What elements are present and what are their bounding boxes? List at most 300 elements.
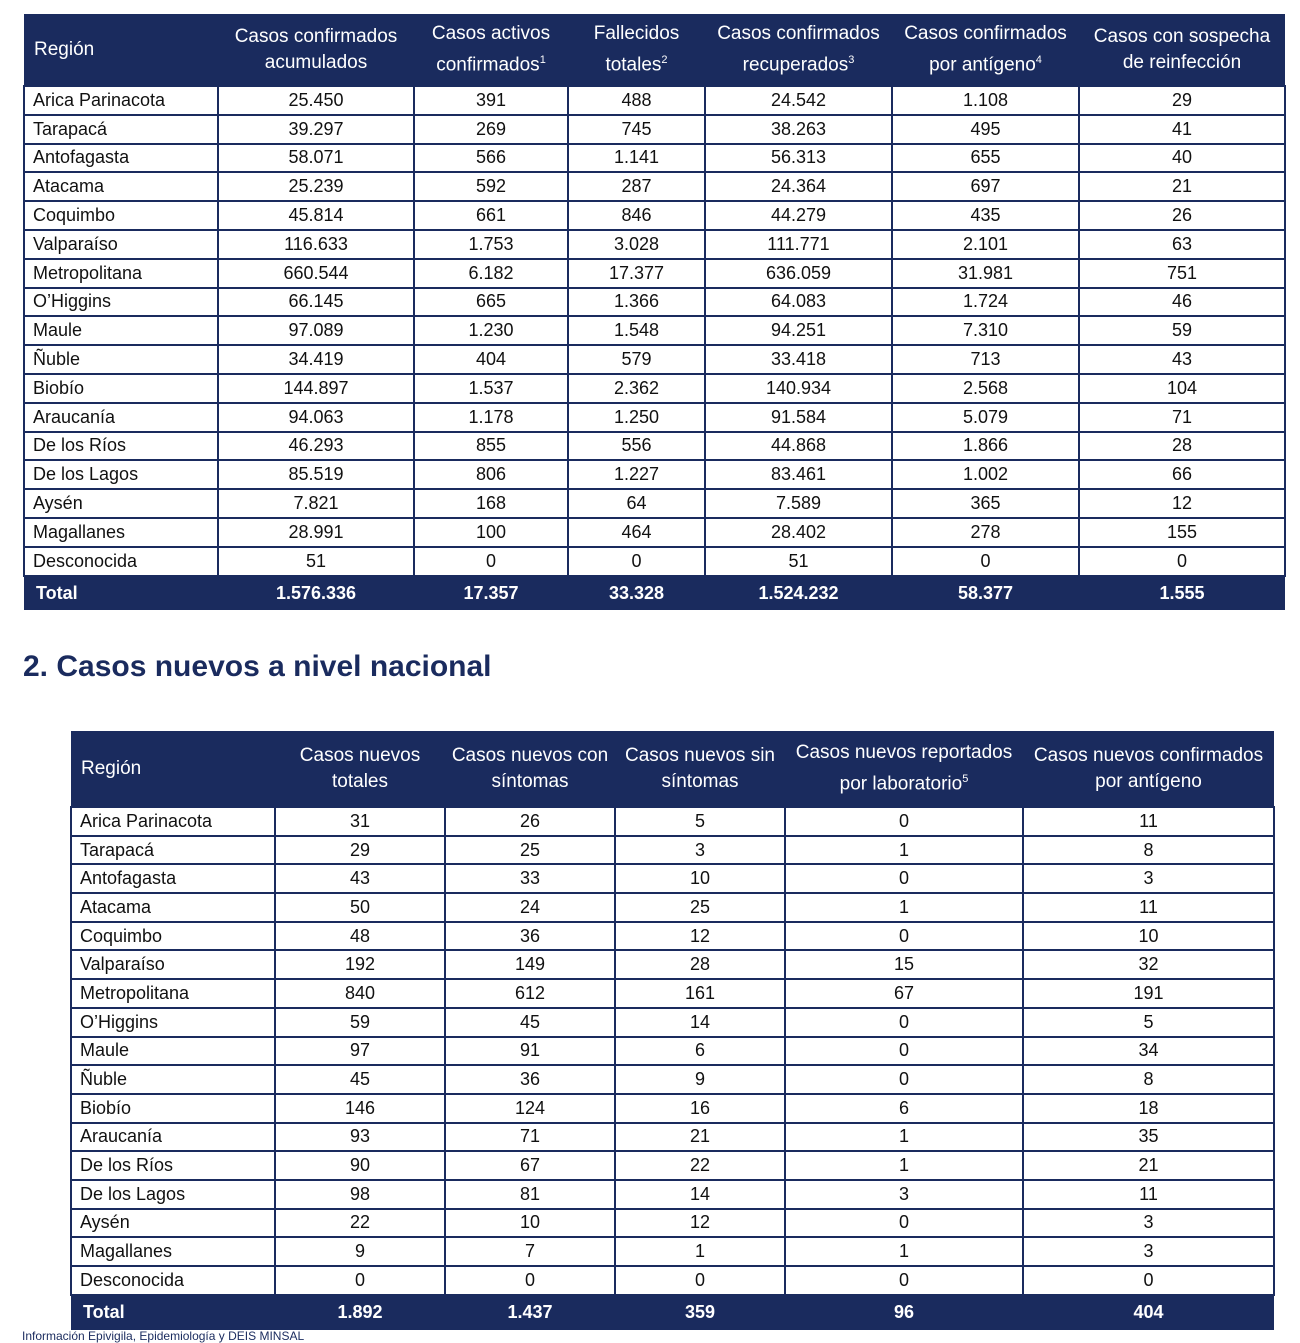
value-cell: 31	[275, 807, 445, 836]
value-cell: 24.542	[705, 86, 892, 115]
table-row	[24, 115, 1285, 144]
value-cell: 5	[615, 807, 785, 836]
column-header-label: Casos nuevos sin síntomas	[625, 744, 775, 792]
total-row	[24, 576, 1285, 610]
table-row	[24, 518, 1285, 547]
table-row	[71, 1008, 1274, 1037]
value-cell: 28	[1079, 432, 1285, 461]
total-value: 1.524.232	[705, 576, 892, 610]
value-cell: 11	[1023, 807, 1274, 836]
value-cell: 161	[615, 979, 785, 1008]
value-cell: 488	[568, 86, 705, 115]
value-cell: 22	[275, 1209, 445, 1238]
total-value: 33.328	[568, 576, 705, 610]
value-cell: 56.313	[705, 144, 892, 173]
table-row	[24, 345, 1285, 374]
value-cell: 592	[414, 172, 568, 201]
total-value: 1.576.336	[218, 576, 414, 610]
value-cell: 191	[1023, 979, 1274, 1008]
value-cell: 31.981	[892, 259, 1079, 288]
value-cell: 71	[1079, 403, 1285, 432]
region-cell: Araucanía	[71, 1123, 275, 1152]
value-cell: 1.002	[892, 460, 1079, 489]
region-cell: Aysén	[71, 1209, 275, 1238]
value-cell: 1.227	[568, 460, 705, 489]
value-cell: 0	[785, 1266, 1023, 1295]
value-cell: 3	[785, 1180, 1023, 1209]
table-row	[71, 864, 1274, 893]
table-row	[71, 1123, 1274, 1152]
region-cell: Biobío	[71, 1094, 275, 1123]
value-cell: 104	[1079, 374, 1285, 403]
value-cell: 0	[785, 1008, 1023, 1037]
region-cell: Atacama	[71, 893, 275, 922]
value-cell: 25.239	[218, 172, 414, 201]
value-cell: 1.141	[568, 144, 705, 173]
value-cell: 10	[1023, 922, 1274, 951]
value-cell: 9	[615, 1065, 785, 1094]
table-row	[24, 86, 1285, 115]
total-label: Total	[71, 1295, 275, 1330]
value-cell: 44.279	[705, 201, 892, 230]
column-header-label: Casos confirmados acumulados	[234, 25, 398, 73]
value-cell: 1.548	[568, 316, 705, 345]
region-cell: Metropolitana	[24, 259, 218, 288]
region-cell: Antofagasta	[71, 864, 275, 893]
value-cell: 38.263	[705, 115, 892, 144]
value-cell: 751	[1079, 259, 1285, 288]
total-value: 359	[615, 1295, 785, 1330]
table-row	[24, 403, 1285, 432]
value-cell: 41	[1079, 115, 1285, 144]
value-cell: 404	[414, 345, 568, 374]
value-cell: 0	[785, 1209, 1023, 1238]
value-cell: 1	[785, 836, 1023, 865]
region-cell: Ñuble	[24, 345, 218, 374]
value-cell: 14	[615, 1180, 785, 1209]
value-cell: 840	[275, 979, 445, 1008]
value-cell: 29	[275, 836, 445, 865]
table-row	[71, 1151, 1274, 1180]
value-cell: 3	[1023, 864, 1274, 893]
value-cell: 43	[1079, 345, 1285, 374]
value-cell: 67	[445, 1151, 615, 1180]
value-cell: 636.059	[705, 259, 892, 288]
table-row	[24, 547, 1285, 576]
value-cell: 100	[414, 518, 568, 547]
value-cell: 12	[615, 922, 785, 951]
region-cell: De los Ríos	[24, 432, 218, 461]
total-value: 404	[1023, 1295, 1274, 1330]
value-cell: 64.083	[705, 288, 892, 317]
value-cell: 495	[892, 115, 1079, 144]
region-cell: Tarapacá	[24, 115, 218, 144]
table-row	[71, 1180, 1274, 1209]
table-row	[71, 1209, 1274, 1238]
table-body	[71, 807, 1274, 1295]
value-cell: 1.724	[892, 288, 1079, 317]
value-cell: 0	[1079, 547, 1285, 576]
column-header-label: Casos nuevos reportados por laboratorio	[795, 741, 1013, 795]
value-cell: 51	[218, 547, 414, 576]
column-header	[445, 731, 615, 807]
value-cell: 0	[1023, 1266, 1274, 1295]
table-row	[24, 432, 1285, 461]
value-cell: 12	[1079, 489, 1285, 518]
value-cell: 43	[275, 864, 445, 893]
value-cell: 36	[445, 1065, 615, 1094]
region-cell: Magallanes	[24, 518, 218, 547]
value-cell: 97.089	[218, 316, 414, 345]
column-header	[414, 14, 568, 86]
value-cell: 855	[414, 432, 568, 461]
value-cell: 51	[705, 547, 892, 576]
value-cell: 40	[1079, 144, 1285, 173]
region-cell: Aysén	[24, 489, 218, 518]
total-value: 17.357	[414, 576, 568, 610]
column-header	[24, 14, 218, 86]
value-cell: 365	[892, 489, 1079, 518]
value-cell: 34	[1023, 1037, 1274, 1066]
region-cell: Coquimbo	[71, 922, 275, 951]
column-header-label: Región	[34, 38, 95, 60]
value-cell: 45	[445, 1008, 615, 1037]
value-cell: 16	[615, 1094, 785, 1123]
value-cell: 0	[568, 547, 705, 576]
total-value: 1.437	[445, 1295, 615, 1330]
value-cell: 287	[568, 172, 705, 201]
value-cell: 58.071	[218, 144, 414, 173]
value-cell: 3.028	[568, 230, 705, 259]
region-cell: De los Lagos	[71, 1180, 275, 1209]
value-cell: 612	[445, 979, 615, 1008]
value-cell: 0	[414, 547, 568, 576]
value-cell: 45	[275, 1065, 445, 1094]
value-cell: 3	[1023, 1237, 1274, 1266]
footnote-marker: 5	[962, 772, 969, 785]
value-cell: 278	[892, 518, 1079, 547]
footnote-marker: 3	[848, 53, 855, 66]
region-cell: De los Lagos	[24, 460, 218, 489]
value-cell: 44.868	[705, 432, 892, 461]
table-row	[71, 1094, 1274, 1123]
column-header	[275, 731, 445, 807]
value-cell: 10	[445, 1209, 615, 1238]
value-cell: 98	[275, 1180, 445, 1209]
table-row	[71, 893, 1274, 922]
value-cell: 94.251	[705, 316, 892, 345]
value-cell: 149	[445, 950, 615, 979]
value-cell: 556	[568, 432, 705, 461]
value-cell: 93	[275, 1123, 445, 1152]
value-cell: 7.310	[892, 316, 1079, 345]
value-cell: 34.419	[218, 345, 414, 374]
table-total	[71, 1295, 1274, 1330]
value-cell: 806	[414, 460, 568, 489]
value-cell: 0	[892, 547, 1079, 576]
region-cell: Desconocida	[24, 547, 218, 576]
table-row	[24, 230, 1285, 259]
column-header-label: Fallecidos totales	[593, 22, 680, 76]
table-row	[71, 1065, 1274, 1094]
table-row	[24, 374, 1285, 403]
table-row	[71, 1237, 1274, 1266]
value-cell: 435	[892, 201, 1079, 230]
value-cell: 116.633	[218, 230, 414, 259]
table-row	[24, 489, 1285, 518]
table-row	[24, 288, 1285, 317]
table-row	[71, 1037, 1274, 1066]
regional-cases-table	[23, 14, 1286, 610]
table-row	[71, 807, 1274, 836]
value-cell: 6	[785, 1094, 1023, 1123]
value-cell: 32	[1023, 950, 1274, 979]
value-cell: 39.297	[218, 115, 414, 144]
value-cell: 168	[414, 489, 568, 518]
value-cell: 21	[1023, 1151, 1274, 1180]
total-label: Total	[24, 576, 218, 610]
value-cell: 140.934	[705, 374, 892, 403]
new-cases-table	[70, 731, 1275, 1330]
table-row	[24, 460, 1285, 489]
column-header	[568, 14, 705, 86]
column-header-label: Casos confirmados por antígeno	[904, 22, 1067, 76]
value-cell: 7	[445, 1237, 615, 1266]
column-header	[71, 731, 275, 807]
value-cell: 0	[785, 1037, 1023, 1066]
column-header	[705, 14, 892, 86]
column-header	[1079, 14, 1285, 86]
table-header	[24, 14, 1285, 86]
table-row	[71, 922, 1274, 951]
value-cell: 50	[275, 893, 445, 922]
value-cell: 192	[275, 950, 445, 979]
value-cell: 665	[414, 288, 568, 317]
value-cell: 81	[445, 1180, 615, 1209]
value-cell: 1.108	[892, 86, 1079, 115]
table-row	[24, 259, 1285, 288]
table-row	[24, 144, 1285, 173]
value-cell: 28	[615, 950, 785, 979]
value-cell: 11	[1023, 893, 1274, 922]
region-cell: Coquimbo	[24, 201, 218, 230]
column-header	[785, 731, 1023, 807]
value-cell: 661	[414, 201, 568, 230]
value-cell: 111.771	[705, 230, 892, 259]
footnote-marker: 4	[1035, 53, 1042, 66]
value-cell: 83.461	[705, 460, 892, 489]
value-cell: 33	[445, 864, 615, 893]
value-cell: 12	[615, 1209, 785, 1238]
value-cell: 3	[1023, 1209, 1274, 1238]
region-cell: De los Ríos	[71, 1151, 275, 1180]
value-cell: 48	[275, 922, 445, 951]
value-cell: 35	[1023, 1123, 1274, 1152]
value-cell: 17.377	[568, 259, 705, 288]
value-cell: 1	[615, 1237, 785, 1266]
value-cell: 24	[445, 893, 615, 922]
value-cell: 25	[615, 893, 785, 922]
region-cell: Araucanía	[24, 403, 218, 432]
value-cell: 33.418	[705, 345, 892, 374]
table-row	[24, 201, 1285, 230]
value-cell: 566	[414, 144, 568, 173]
value-cell: 7.821	[218, 489, 414, 518]
value-cell: 10	[615, 864, 785, 893]
value-cell: 0	[785, 807, 1023, 836]
region-cell: Valparaíso	[24, 230, 218, 259]
value-cell: 660.544	[218, 259, 414, 288]
value-cell: 0	[785, 864, 1023, 893]
value-cell: 0	[785, 922, 1023, 951]
value-cell: 745	[568, 115, 705, 144]
value-cell: 0	[275, 1266, 445, 1295]
region-cell: O’Higgins	[71, 1008, 275, 1037]
value-cell: 1	[785, 1123, 1023, 1152]
column-header	[1023, 731, 1274, 807]
table-row	[71, 979, 1274, 1008]
value-cell: 1	[785, 893, 1023, 922]
value-cell: 21	[615, 1123, 785, 1152]
value-cell: 25.450	[218, 86, 414, 115]
value-cell: 1.753	[414, 230, 568, 259]
value-cell: 14	[615, 1008, 785, 1037]
value-cell: 18	[1023, 1094, 1274, 1123]
value-cell: 46.293	[218, 432, 414, 461]
value-cell: 59	[1079, 316, 1285, 345]
value-cell: 464	[568, 518, 705, 547]
value-cell: 71	[445, 1123, 615, 1152]
footnote-marker: 2	[661, 53, 668, 66]
value-cell: 2.101	[892, 230, 1079, 259]
region-cell: Arica Parinacota	[24, 86, 218, 115]
value-cell: 36	[445, 922, 615, 951]
value-cell: 1.366	[568, 288, 705, 317]
value-cell: 28.991	[218, 518, 414, 547]
total-value: 1.555	[1079, 576, 1285, 610]
value-cell: 2.362	[568, 374, 705, 403]
value-cell: 1	[785, 1237, 1023, 1266]
value-cell: 1	[785, 1151, 1023, 1180]
value-cell: 1.537	[414, 374, 568, 403]
value-cell: 5	[1023, 1008, 1274, 1037]
column-header-label: Casos nuevos con síntomas	[451, 744, 609, 792]
region-cell: Ñuble	[71, 1065, 275, 1094]
table-body	[24, 86, 1285, 576]
region-cell: Maule	[71, 1037, 275, 1066]
source-footnote: Información Epivigila, Epidemiología y DEIS MINSAL	[22, 1329, 305, 1343]
value-cell: 90	[275, 1151, 445, 1180]
value-cell: 6.182	[414, 259, 568, 288]
region-cell: Antofagasta	[24, 144, 218, 173]
total-value: 58.377	[892, 576, 1079, 610]
region-cell: Atacama	[24, 172, 218, 201]
value-cell: 3	[615, 836, 785, 865]
value-cell: 0	[445, 1266, 615, 1295]
value-cell: 6	[615, 1037, 785, 1066]
value-cell: 124	[445, 1094, 615, 1123]
column-header-label: Casos nuevos confirmados por antígeno	[1033, 744, 1264, 792]
table-row	[71, 1266, 1274, 1295]
total-value: 96	[785, 1295, 1023, 1330]
value-cell: 9	[275, 1237, 445, 1266]
table-total	[24, 576, 1285, 610]
value-cell: 45.814	[218, 201, 414, 230]
table-row	[24, 316, 1285, 345]
value-cell: 1.178	[414, 403, 568, 432]
value-cell: 59	[275, 1008, 445, 1037]
value-cell: 5.079	[892, 403, 1079, 432]
value-cell: 25	[445, 836, 615, 865]
value-cell: 1.250	[568, 403, 705, 432]
table-row	[24, 172, 1285, 201]
value-cell: 155	[1079, 518, 1285, 547]
value-cell: 146	[275, 1094, 445, 1123]
region-cell: Valparaíso	[71, 950, 275, 979]
column-header-label: Casos con sospecha de reinfección	[1093, 25, 1271, 73]
value-cell: 97	[275, 1037, 445, 1066]
value-cell: 24.364	[705, 172, 892, 201]
value-cell: 21	[1079, 172, 1285, 201]
column-header-label: Región	[81, 757, 142, 779]
column-header-label: Casos activos confirmados	[431, 22, 551, 76]
footnote-marker: 1	[539, 53, 546, 66]
value-cell: 67	[785, 979, 1023, 1008]
value-cell: 46	[1079, 288, 1285, 317]
total-row	[71, 1295, 1274, 1330]
value-cell: 26	[445, 807, 615, 836]
value-cell: 697	[892, 172, 1079, 201]
value-cell: 655	[892, 144, 1079, 173]
value-cell: 269	[414, 115, 568, 144]
region-cell: O’Higgins	[24, 288, 218, 317]
table-row	[71, 836, 1274, 865]
region-cell: Arica Parinacota	[71, 807, 275, 836]
value-cell: 7.589	[705, 489, 892, 518]
total-value: 1.892	[275, 1295, 445, 1330]
value-cell: 66	[1079, 460, 1285, 489]
value-cell: 2.568	[892, 374, 1079, 403]
region-cell: Maule	[24, 316, 218, 345]
value-cell: 11	[1023, 1180, 1274, 1209]
region-cell: Desconocida	[71, 1266, 275, 1295]
column-header	[218, 14, 414, 86]
value-cell: 26	[1079, 201, 1285, 230]
value-cell: 1.230	[414, 316, 568, 345]
table-row	[71, 950, 1274, 979]
section-title: 2. Casos nuevos a nivel nacional	[23, 650, 492, 683]
value-cell: 91	[445, 1037, 615, 1066]
value-cell: 713	[892, 345, 1079, 374]
value-cell: 22	[615, 1151, 785, 1180]
value-cell: 391	[414, 86, 568, 115]
value-cell: 0	[785, 1065, 1023, 1094]
value-cell: 1.866	[892, 432, 1079, 461]
value-cell: 15	[785, 950, 1023, 979]
column-header	[615, 731, 785, 807]
column-header-label: Casos nuevos totales	[299, 744, 421, 792]
value-cell: 579	[568, 345, 705, 374]
region-cell: Magallanes	[71, 1237, 275, 1266]
value-cell: 94.063	[218, 403, 414, 432]
value-cell: 63	[1079, 230, 1285, 259]
value-cell: 29	[1079, 86, 1285, 115]
value-cell: 64	[568, 489, 705, 518]
value-cell: 8	[1023, 836, 1274, 865]
column-header-label: Casos confirmados recuperados	[717, 22, 880, 76]
region-cell: Biobío	[24, 374, 218, 403]
value-cell: 85.519	[218, 460, 414, 489]
